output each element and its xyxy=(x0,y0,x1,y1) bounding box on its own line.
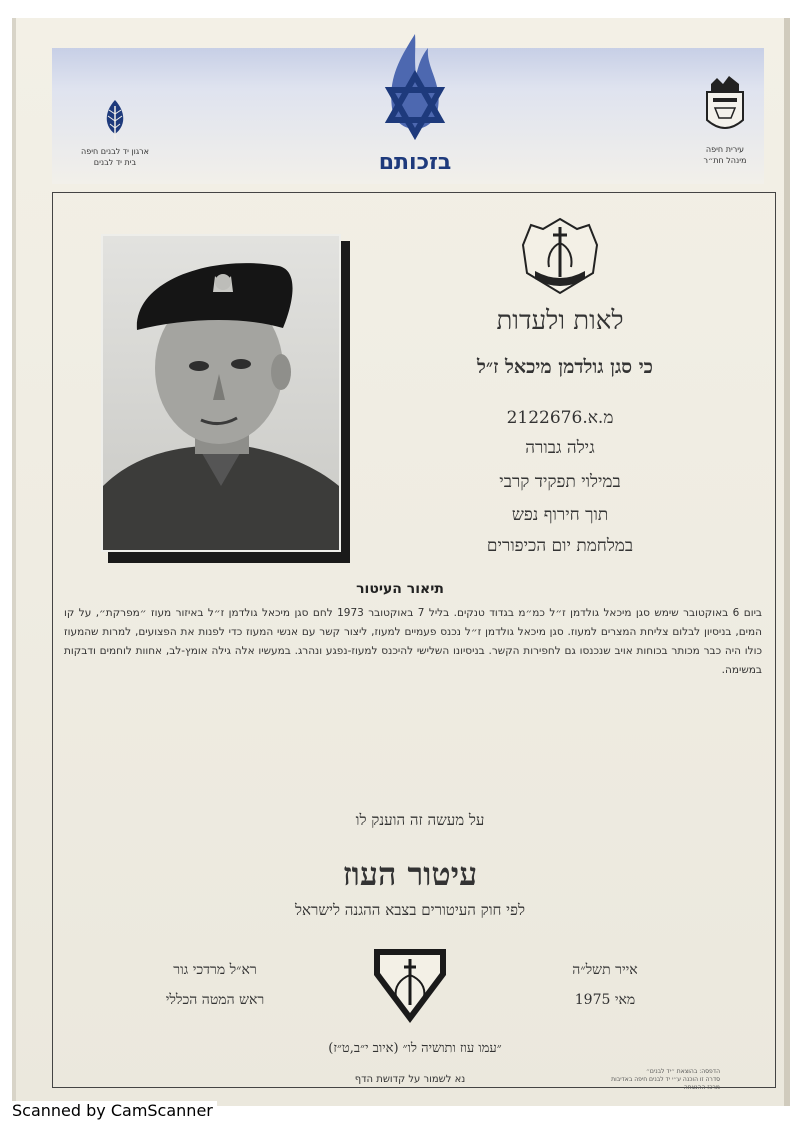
city-crest-icon xyxy=(703,70,747,140)
credits-line: סדרה זו הוכנה ע״י יד לבנים חיפה באדיבות xyxy=(611,1076,720,1083)
verse: ״עמו עוז ותושיה לו״ (איוב י״ב,ט״ז) xyxy=(328,1041,502,1056)
scanner-watermark: Scanned by CamScanner xyxy=(8,1101,217,1120)
honoree-name: כי סגן גולדמן מיכאל ז״ל xyxy=(477,356,653,378)
city-logo xyxy=(690,70,760,166)
gregorian-date: מאי 1975 xyxy=(574,992,636,1008)
award-intro: על מעשה זה הוענק לו xyxy=(355,811,485,829)
yad-labanim-logo xyxy=(60,98,170,168)
citation-line: תוך חירוף נפש xyxy=(511,505,609,525)
idf-sword-olive-icon xyxy=(515,215,605,305)
leaf-icon xyxy=(100,98,130,142)
medal-of-courage-icon xyxy=(370,945,450,1027)
credits-line: מרכז ההנצחה xyxy=(683,1084,720,1091)
description-heading: תיאור העיטור xyxy=(356,581,444,597)
award-name: עיטור העוז xyxy=(342,855,478,893)
portrait-illustration xyxy=(103,236,339,550)
signature-block xyxy=(120,955,310,1015)
right-org-line1: עירית חיפה xyxy=(705,145,745,154)
hebrew-date: אייר תשל״ה xyxy=(572,962,638,978)
citation-line: במילוי תפקיד קרבי xyxy=(499,472,621,492)
right-org-line2: מינהל חת״ר xyxy=(703,156,747,165)
date-block xyxy=(540,955,670,1015)
certificate-heading: לאות ולעדות xyxy=(496,306,624,336)
header-title: בזכותם xyxy=(378,150,452,175)
left-org-line1: ארגון יד לבנים חיפה xyxy=(80,147,149,156)
print-credits xyxy=(560,1068,720,1092)
citation-line: גילה גבורה xyxy=(525,438,595,458)
footer-note: נא לשמור על קדושת הדף xyxy=(354,1074,466,1085)
citation-line: במלחמת יום הכיפורים xyxy=(486,536,634,556)
soldier-portrait xyxy=(101,234,341,552)
signatory-title: ראש המטה הכללי xyxy=(165,992,265,1008)
description-body: ביום 6 באוקטובר שימש סגן מיכאל גולדמן ז״ל כמ״מ בגדוד טנקים. בליל 7 באוקטובר 1973 לחם סגן מיכאל גולדמן ז״ל באיזור מעוז ״מפרקת״, על קו המים, בניסיון לבלום צליחת המצרים למעוז. סגן מיכאל גולדמן ז״ל נכנס פעמיים למעוז, ליצור קשר עם אנשי המעוז כדי לפנות את הפצועים, למרות שהמעוז כולו היה כבר מכותר בכוחות אויב שנכנסו גם לחפירות הקשר. בניסיונו השלישי להיכנס למעוז-נפגע ונהרג. במעשיו אלה גילה אומץ-לב, אחוות לוחמים ודבקות במשימה. xyxy=(64,607,762,676)
signatory-name: רא״ל מרדכי גור xyxy=(173,962,257,978)
left-org-line2: בית יד לבנים xyxy=(93,158,137,167)
award-law: לפי חוק העיטורים בצבא ההגנה לישראל xyxy=(295,901,525,919)
service-number: מ.א.2122676 xyxy=(506,408,614,428)
credits-line: הדפסה: בהוצאת ״יד לבנים״ xyxy=(646,1068,720,1075)
